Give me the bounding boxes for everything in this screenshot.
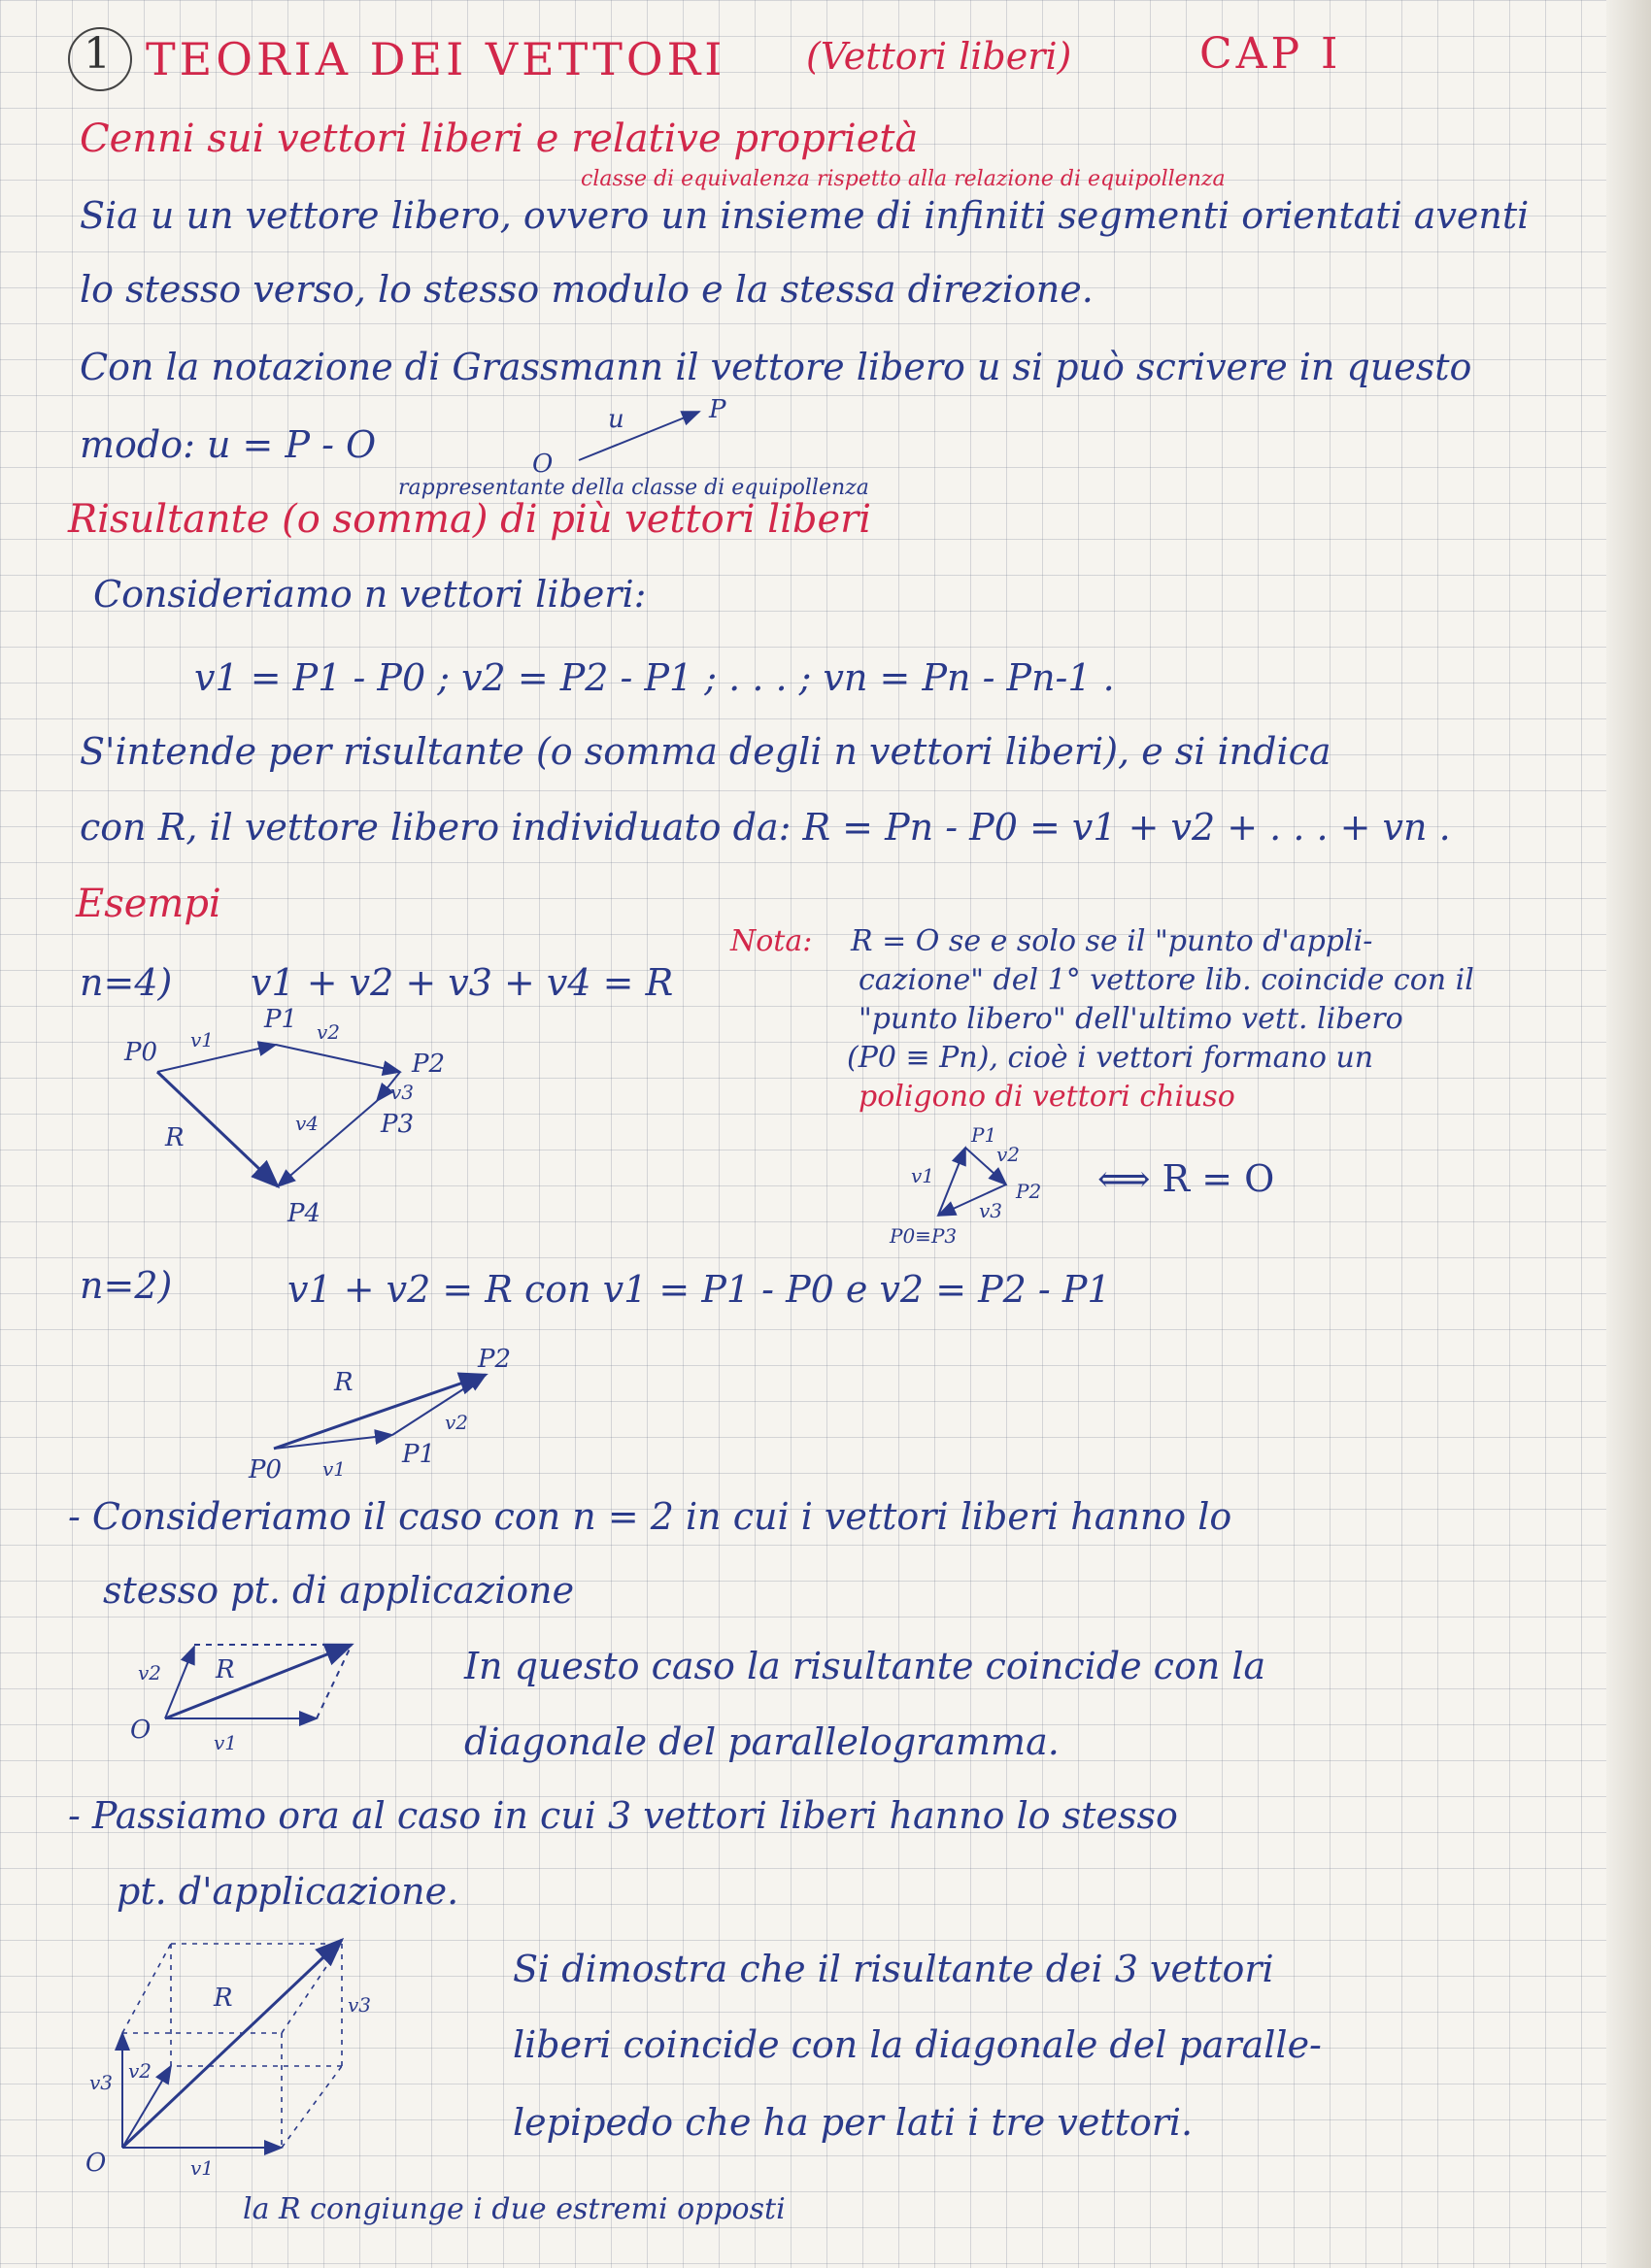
- figure-n2-triangle: [248, 1345, 511, 1484]
- note-equivalence-class: classe di equivalenza rispetto alla relazione di equipollenza: [581, 167, 1226, 191]
- note-line: (P0 ≡ Pn), cioè i vettori formano un: [847, 1041, 1374, 1075]
- body-line: In questo caso la risultante coincide con la: [464, 1645, 1266, 1687]
- chapter-label: CAP I: [1199, 29, 1342, 79]
- note-line: "punto libero" dell'ultimo vett. libero: [859, 1002, 1403, 1036]
- label-P0: P0: [124, 1038, 158, 1067]
- note-closed-polygon: poligono di vettori chiuso: [859, 1080, 1235, 1114]
- body-line: lo stesso verso, lo stesso modulo e la stessa direzione.: [80, 268, 1094, 311]
- body-line: - Passiamo ora al caso in cui 3 vettori liberi hanno lo stesso: [68, 1794, 1178, 1837]
- figure-u-vector: [532, 395, 726, 479]
- label-R: R: [165, 1123, 185, 1152]
- label-O: O: [85, 2149, 107, 2178]
- body-line: - Consideriamo il caso con n = 2 in cui i vettori liberi hanno lo: [68, 1495, 1232, 1538]
- resultant-definition: con R, il vettore libero individuato da: R = Pn - P0 = v1 + v2 + . . . + vn .: [80, 806, 1451, 849]
- label-v2: v2: [128, 2059, 152, 2083]
- label-P1: P1: [402, 1440, 436, 1469]
- label-v2: v2: [996, 1143, 1021, 1166]
- body-line: stesso pt. di applicazione: [103, 1569, 575, 1612]
- footnote: la R congiunge i due estremi opposti: [243, 2192, 786, 2226]
- body-line: Si dimostra che il risultante dei 3 vettori: [513, 1948, 1274, 1990]
- label-P: P: [709, 395, 726, 424]
- label-P0: P0: [249, 1455, 283, 1484]
- label-v3: v3: [390, 1081, 415, 1104]
- label-v1: v1: [322, 1457, 347, 1481]
- label-R: R: [334, 1368, 354, 1397]
- iff-resultant-zero: ⟺ R = O: [1097, 1157, 1275, 1200]
- body-line: liberi coincide con la diagonale del paralle-: [513, 2023, 1322, 2066]
- body-line: Consideriamo n vettori liberi:: [93, 573, 647, 616]
- page-subtitle: (Vettori liberi): [806, 35, 1072, 78]
- label-v2: v2: [317, 1020, 341, 1044]
- label-R: R: [216, 1655, 235, 1684]
- case-n4-label: n=4): [80, 961, 173, 1004]
- label-v4: v4: [295, 1112, 320, 1135]
- chapter-number: 1: [84, 29, 111, 79]
- label-v1: v1: [214, 1731, 238, 1754]
- label-P3: P3: [381, 1110, 415, 1139]
- note-line: R = O se e solo se il "punto d'appli-: [851, 924, 1373, 958]
- figure-parallelogram: [130, 1645, 352, 1754]
- section-heading-cenni: Cenni sui vettori liberi e relative proprietà: [80, 117, 919, 161]
- vector-list-formula: v1 = P1 - P0 ; v2 = P2 - P1 ; . . . ; vn = Pn - Pn-1 .: [194, 656, 1115, 699]
- label-P2: P2: [412, 1050, 446, 1079]
- case-n4-formula: v1 + v2 + v3 + v4 = R: [251, 961, 674, 1004]
- case-n2-formula: v1 + v2 = R con v1 = P1 - P0 e v2 = P2 - P1: [287, 1268, 1111, 1311]
- figure-n4-polygon: [123, 1005, 445, 1228]
- label-P1: P1: [264, 1005, 298, 1034]
- label-R: R: [214, 1984, 233, 2013]
- grassmann-formula: modo: u = P - O: [80, 423, 377, 466]
- body-line: Con la notazione di Grassmann il vettore libero u si può scrivere in questo: [80, 346, 1472, 388]
- figure-parallelepiped: [85, 1940, 371, 2180]
- label-P1: P1: [971, 1123, 997, 1147]
- note-representative: rappresentante della classe di equipollenza: [398, 476, 869, 500]
- label-P0-eq-P3: P0≡P3: [890, 1224, 958, 1248]
- case-n2-label: n=2): [80, 1264, 173, 1307]
- label-v2: v2: [138, 1661, 162, 1684]
- examples-heading: Esempi: [76, 882, 221, 926]
- body-line: diagonale del parallelogramma.: [464, 1720, 1060, 1763]
- page-title: TEORIA DEI VETTORI: [146, 33, 726, 85]
- label-v2: v2: [445, 1411, 469, 1434]
- label-v3: v3: [979, 1199, 1003, 1222]
- label-v1: v1: [911, 1164, 935, 1187]
- label-P2: P2: [478, 1345, 512, 1374]
- label-v3: v3: [89, 2071, 114, 2094]
- body-line: lepipedo che ha per lati i tre vettori.: [513, 2101, 1194, 2144]
- label-O: O: [130, 1716, 152, 1745]
- note-label: Nota:: [730, 924, 813, 958]
- note-line: cazione" del 1° vettore lib. coincide con il: [859, 963, 1474, 997]
- body-line: S'intende per risultante (o somma degli n vettori liberi), e si indica: [80, 730, 1331, 773]
- label-O: O: [532, 450, 554, 479]
- section-heading-risultante: Risultante (o somma) di più vettori liberi: [68, 497, 872, 542]
- label-P2: P2: [1016, 1180, 1042, 1203]
- body-line: Sia u un vettore libero, ovvero un insieme di infiniti segmenti orientati aventi: [80, 194, 1530, 237]
- label-u: u: [608, 405, 624, 434]
- figure-closed-polygon: [889, 1123, 1041, 1248]
- label-v3-edge: v3: [348, 1993, 372, 2017]
- label-v1: v1: [190, 2156, 215, 2180]
- body-line: pt. d'applicazione.: [117, 1870, 459, 1913]
- label-P4: P4: [287, 1199, 321, 1228]
- label-v1: v1: [190, 1028, 215, 1051]
